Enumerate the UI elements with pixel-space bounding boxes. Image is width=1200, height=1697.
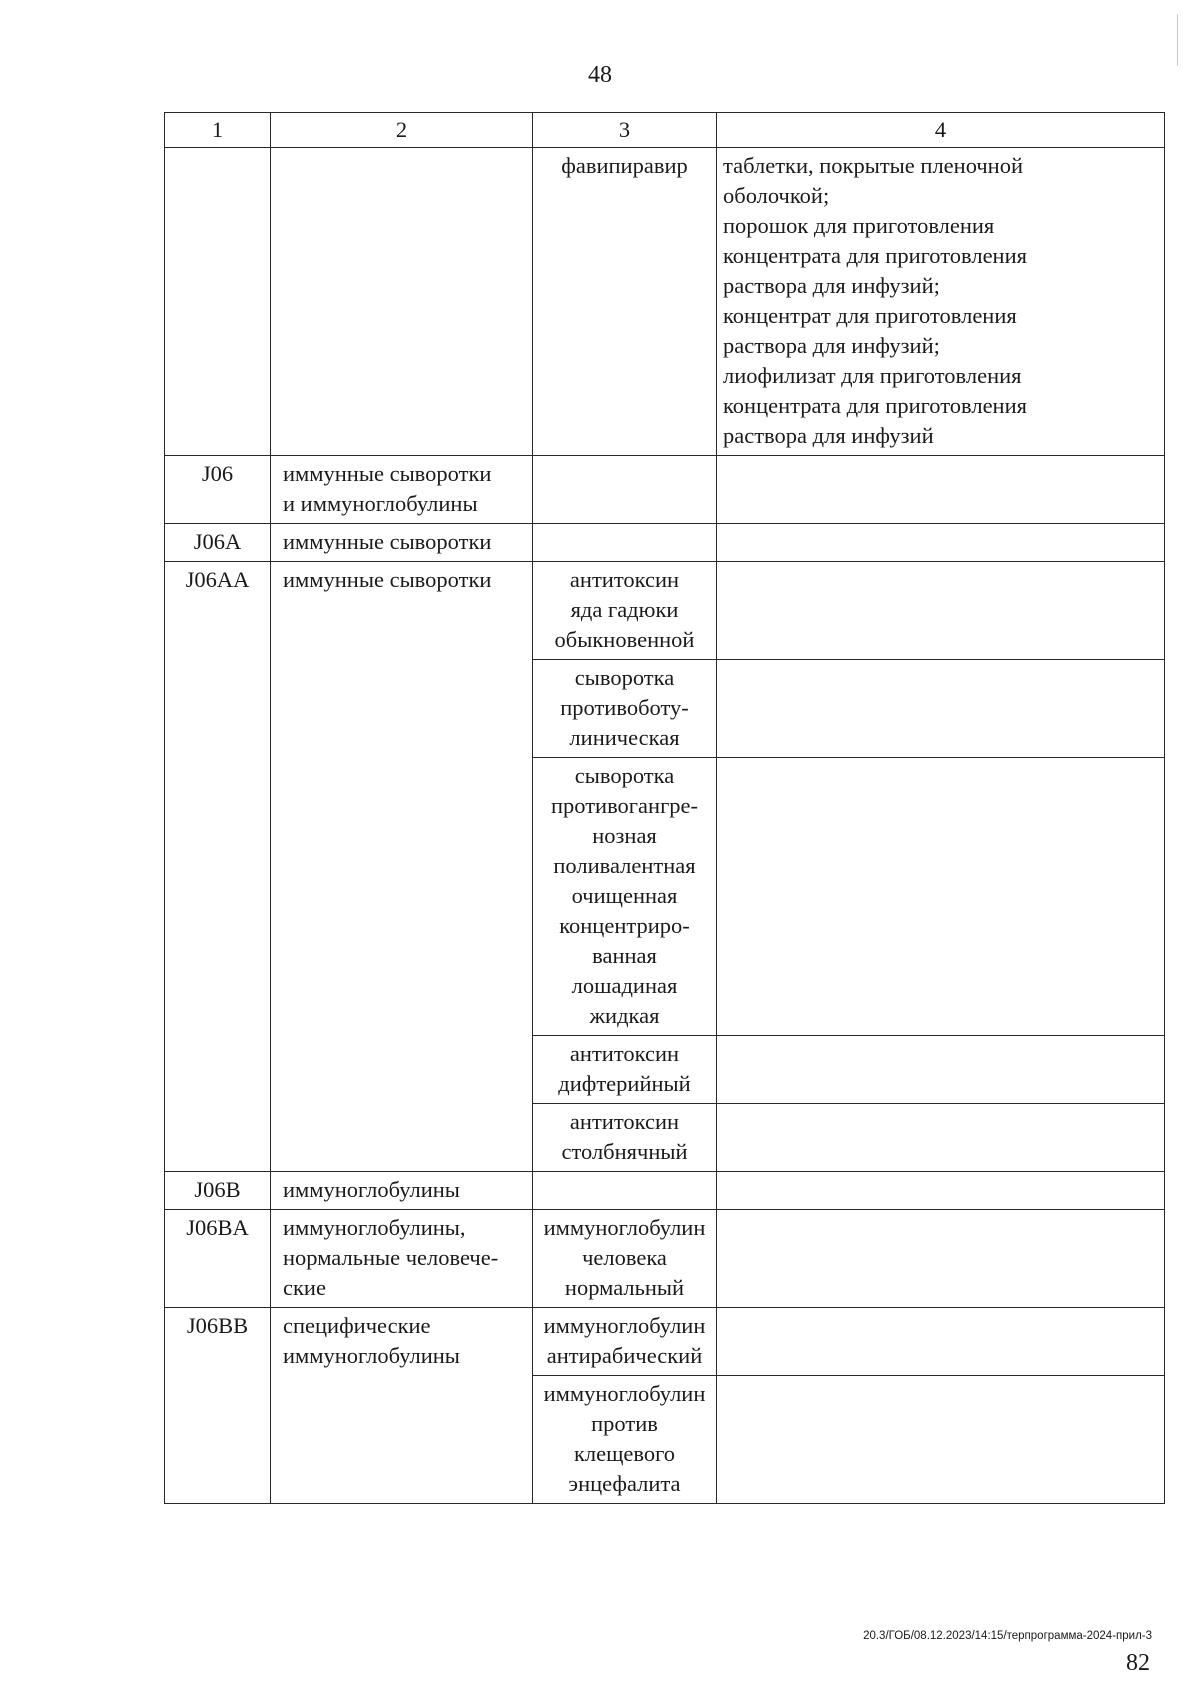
drug-table xyxy=(164,112,1165,1504)
table-row xyxy=(165,524,1165,562)
drug-name-cell xyxy=(533,1210,717,1308)
atc-code-cell xyxy=(165,456,271,524)
column-header-2: 2 xyxy=(271,113,533,148)
dosage-forms-cell xyxy=(717,148,1165,456)
dosage-forms-cell xyxy=(717,1172,1165,1210)
drug-name-line: нормальный xyxy=(564,1275,685,1300)
group-name-line: нормальные человече- xyxy=(283,1245,499,1270)
group-name-cell xyxy=(271,524,533,562)
drug-name-cell xyxy=(533,1376,717,1504)
drug-name-cell xyxy=(533,562,717,660)
drug-name-line: дифтерийный xyxy=(558,1071,691,1096)
group-name-line: ские xyxy=(283,1275,326,1300)
drug-name-line: антитоксин xyxy=(569,1109,680,1134)
document-footer-code: 20.3/ГОБ/08.12.2023/14:15/терпрограмма-2024-прил-3 xyxy=(863,1630,1152,1642)
drug-name-line: столбнячный xyxy=(561,1139,688,1164)
table-row xyxy=(165,1210,1165,1308)
dosage-forms-cell xyxy=(717,758,1165,1036)
dosage-form-line: раствора для инфузий; xyxy=(723,273,940,298)
atc-code: J06BA xyxy=(186,1215,249,1240)
atc-code-cell xyxy=(165,1210,271,1308)
dosage-forms-cell xyxy=(717,562,1165,660)
drug-name-line: нозная xyxy=(592,823,657,848)
table-row xyxy=(165,1308,1165,1376)
drug-name-line: антирабический xyxy=(546,1343,703,1368)
table-row xyxy=(165,562,1165,660)
drug-name-line: иммуноглобулин xyxy=(543,1313,706,1338)
drug-name-cell xyxy=(533,1308,717,1376)
drug-name-line: линическая xyxy=(569,725,680,750)
drug-name-line: иммуноглобулин xyxy=(543,1381,706,1406)
drug-name-line: жидкая xyxy=(589,1003,660,1028)
group-name-line: специфические xyxy=(283,1313,431,1338)
drug-name-cell xyxy=(533,456,717,524)
group-name-cell xyxy=(271,562,533,1172)
table-row xyxy=(165,456,1165,524)
dosage-form-line: концентрата для приготовления xyxy=(723,393,1027,418)
drug-name-cell xyxy=(533,1036,717,1104)
drug-name-line: обыкновенной xyxy=(554,627,695,652)
drug-name-cell xyxy=(533,148,717,456)
dosage-forms-cell xyxy=(717,1104,1165,1172)
group-name-cell xyxy=(271,456,533,524)
dosage-forms-cell xyxy=(717,1036,1165,1104)
drug-name-line: клещевого xyxy=(573,1441,676,1466)
group-name-line: иммунные сыворотки xyxy=(283,529,492,554)
dosage-form-line: лиофилизат для приготовления xyxy=(723,363,1022,388)
drug-name-line: поливалентная xyxy=(553,853,696,878)
column-header-3: 3 xyxy=(533,113,717,148)
group-name-line: и иммуноглобулины xyxy=(283,491,478,516)
dosage-form-line: оболочкой; xyxy=(723,183,830,208)
table-row xyxy=(165,148,1165,456)
atc-code-cell xyxy=(165,524,271,562)
drug-name-cell xyxy=(533,524,717,562)
drug-name-line: человека xyxy=(582,1245,667,1270)
drug-name-line: антитоксин xyxy=(569,1041,680,1066)
sheet-number: 82 xyxy=(1126,1650,1150,1676)
drug-name-line: антитоксин xyxy=(569,567,680,592)
table-row xyxy=(165,1172,1165,1210)
scan-edge-mark xyxy=(1177,14,1178,66)
dosage-form-line: концентрат для приготовления xyxy=(723,303,1017,328)
group-name-line: иммуноглобулины xyxy=(283,1343,460,1368)
page-number: 48 xyxy=(588,62,612,88)
dosage-forms-cell xyxy=(717,1308,1165,1376)
drug-name-line: очищенная xyxy=(571,883,678,908)
group-name-line: иммуноглобулины, xyxy=(283,1215,466,1240)
drug-name-line: лошадиная xyxy=(571,973,678,998)
dosage-form-line: концентрата для приготовления xyxy=(723,243,1027,268)
drug-name-cell xyxy=(533,1172,717,1210)
atc-code-cell xyxy=(165,148,271,456)
group-name-cell xyxy=(271,1210,533,1308)
group-name-line: иммунные сыворотки xyxy=(283,567,492,592)
header-row xyxy=(165,113,1165,148)
atc-code: J06B xyxy=(194,1177,241,1202)
drug-name-line: противоботу- xyxy=(560,695,689,720)
dosage-forms-cell xyxy=(717,660,1165,758)
dosage-forms-cell xyxy=(717,524,1165,562)
dosage-form-line: таблетки, покрытые пленочной xyxy=(723,153,1024,178)
drug-name-line: против xyxy=(591,1411,658,1436)
drug-name-line: концентриро- xyxy=(559,913,690,938)
drug-name-cell xyxy=(533,1104,717,1172)
dosage-forms-cell xyxy=(717,456,1165,524)
dosage-forms-cell xyxy=(717,1376,1165,1504)
column-header-4: 4 xyxy=(717,113,1165,148)
atc-code-cell xyxy=(165,1172,271,1210)
dosage-form-line: раствора для инфузий xyxy=(723,423,934,448)
drug-name-line: иммуноглобулин xyxy=(543,1215,706,1240)
drug-name: фавипиравир xyxy=(561,153,688,178)
atc-code: J06AA xyxy=(185,567,250,592)
dosage-forms-cell xyxy=(717,1210,1165,1308)
atc-code: J06BB xyxy=(186,1313,249,1338)
atc-code-cell xyxy=(165,562,271,1172)
drug-name-line: энцефалита xyxy=(568,1471,681,1496)
group-name-cell xyxy=(271,1308,533,1504)
dosage-form-line: раствора для инфузий; xyxy=(723,333,940,358)
group-name-cell xyxy=(271,148,533,456)
drug-name-line: противогангре- xyxy=(550,793,699,818)
drug-name-line: яда гадюки xyxy=(570,597,679,622)
drug-name-line: ванная xyxy=(592,943,657,968)
group-name-line: иммуноглобулины xyxy=(283,1177,460,1202)
group-name-cell xyxy=(271,1172,533,1210)
atc-code-cell xyxy=(165,1308,271,1504)
atc-code: J06 xyxy=(201,461,234,486)
column-header-1: 1 xyxy=(165,113,271,148)
drug-name-line: сыворотка xyxy=(574,665,675,690)
atc-code: J06A xyxy=(193,529,242,554)
drug-name-cell xyxy=(533,660,717,758)
drug-name-line: сыворотка xyxy=(574,763,675,788)
group-name-line: иммунные сыворотки xyxy=(283,461,492,486)
dosage-form-line: порошок для приготовления xyxy=(723,213,995,238)
drug-name-cell xyxy=(533,758,717,1036)
